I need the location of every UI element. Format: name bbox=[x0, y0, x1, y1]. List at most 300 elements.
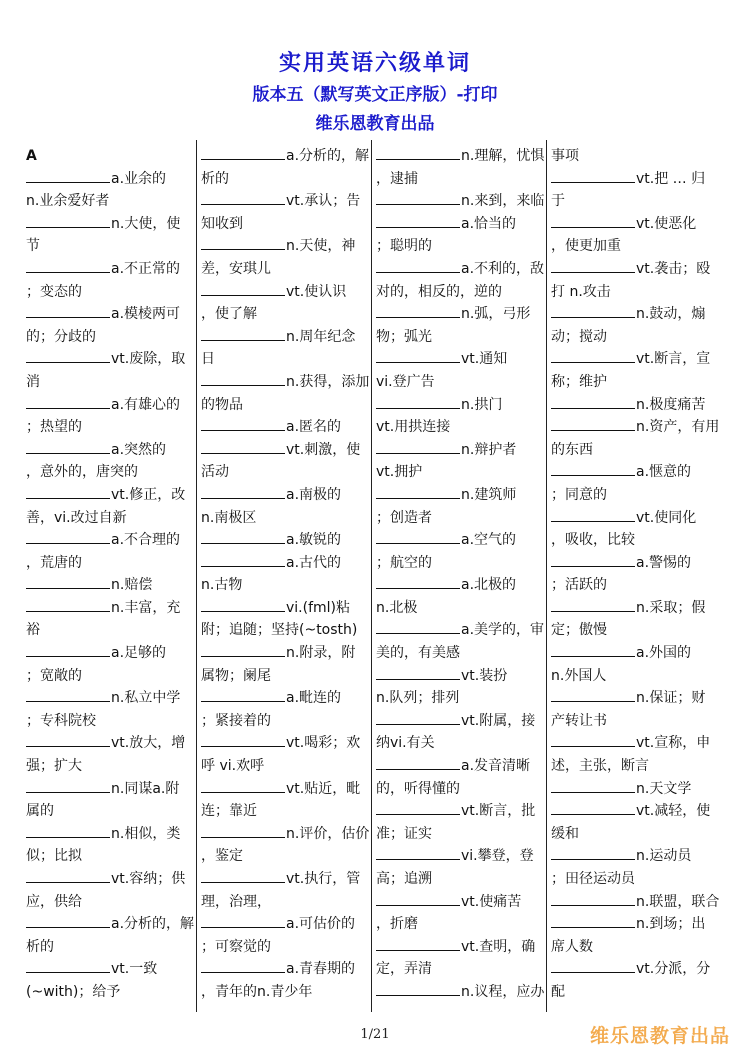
entry-text: n.附录，附 bbox=[286, 645, 356, 662]
entry-text: ；创造者 bbox=[376, 509, 432, 526]
entry-text: n.到场；出 bbox=[636, 916, 706, 933]
entry-text: 应，供给 bbox=[26, 893, 82, 910]
vocab-continuation bbox=[201, 168, 369, 191]
vocab-entry bbox=[376, 484, 544, 507]
answer-blank bbox=[376, 214, 460, 228]
entry-text: ，鉴定 bbox=[201, 848, 243, 865]
answer-blank bbox=[376, 395, 460, 409]
entry-text: vt.废除，取 bbox=[111, 351, 186, 368]
vocab-continuation bbox=[551, 574, 721, 597]
entry-text: vt.贴近，毗 bbox=[286, 780, 361, 797]
vocab-entry bbox=[201, 552, 369, 575]
entry-text: 理，治理， bbox=[201, 893, 271, 910]
vocab-entry bbox=[376, 574, 544, 597]
vocab-entry bbox=[376, 145, 544, 168]
entry-text: 产转让书 bbox=[551, 712, 607, 729]
answer-blank bbox=[551, 688, 635, 702]
document-subtitle: 版本五（默写英文正序版）-打印 bbox=[252, 85, 498, 105]
answer-blank bbox=[376, 846, 460, 860]
vocab-continuation bbox=[26, 235, 194, 258]
answer-blank bbox=[26, 169, 110, 183]
answer-blank bbox=[201, 191, 285, 205]
vocab-continuation bbox=[551, 710, 721, 733]
entry-text: vt.通知 bbox=[461, 351, 508, 368]
vocab-continuation bbox=[376, 235, 544, 258]
vocab-continuation bbox=[201, 981, 369, 1004]
answer-blank bbox=[376, 937, 460, 951]
entry-text: a.突然的 bbox=[111, 441, 167, 458]
vocab-entry bbox=[551, 168, 721, 191]
entry-text: n.丰富，充 bbox=[111, 599, 181, 616]
entry-text: 析的 bbox=[201, 170, 229, 187]
vocab-continuation bbox=[26, 461, 194, 484]
entry-text: vt.断言，批 bbox=[461, 803, 536, 820]
vocab-continuation bbox=[26, 371, 194, 394]
vocab-continuation bbox=[551, 371, 721, 394]
entry-text: 附；追随；坚持(~tosth) bbox=[201, 622, 358, 639]
entry-text: ，使更加重 bbox=[551, 238, 621, 255]
vocab-entry bbox=[26, 484, 194, 507]
vocab-entry bbox=[551, 845, 721, 868]
answer-blank bbox=[201, 417, 285, 431]
entry-text: 对的，相反的，逆的 bbox=[376, 283, 502, 300]
vocab-continuation bbox=[376, 326, 544, 349]
answer-blank bbox=[551, 643, 635, 657]
word-column-3 bbox=[376, 145, 544, 1004]
entry-text: vt.放大，增 bbox=[111, 735, 186, 752]
answer-blank bbox=[201, 598, 285, 612]
vocab-continuation bbox=[201, 348, 369, 371]
vocab-continuation bbox=[26, 190, 194, 213]
entry-text: a.业余的 bbox=[111, 170, 167, 187]
vocab-entry bbox=[201, 823, 369, 846]
answer-blank bbox=[551, 892, 635, 906]
answer-blank bbox=[551, 801, 635, 815]
vocab-continuation bbox=[376, 461, 544, 484]
answer-blank bbox=[376, 756, 460, 770]
entry-text: 的；分歧的 bbox=[26, 328, 96, 345]
vocab-entry bbox=[201, 913, 369, 936]
entry-text: n.资产，有用 bbox=[636, 419, 720, 436]
entry-text: a.敏锐的 bbox=[286, 532, 342, 549]
answer-blank bbox=[26, 869, 110, 883]
entry-text: n.议程，应办 bbox=[461, 983, 544, 1000]
vocab-continuation bbox=[551, 190, 721, 213]
entry-text: a.恰当的 bbox=[461, 215, 517, 232]
answer-blank bbox=[201, 553, 285, 567]
vocab-entry bbox=[551, 597, 721, 620]
answer-blank bbox=[376, 259, 460, 273]
column-divider bbox=[196, 140, 197, 1012]
vocab-entry bbox=[376, 394, 544, 417]
entry-text: a.足够的 bbox=[111, 645, 167, 662]
vocab-continuation bbox=[201, 394, 369, 417]
entry-text: 日 bbox=[201, 351, 215, 368]
entry-text: 高；追溯 bbox=[376, 871, 432, 887]
entry-text: ，荒唐的 bbox=[26, 554, 82, 571]
vocab-continuation bbox=[26, 416, 194, 439]
entry-text: 属物；阑尾 bbox=[201, 667, 271, 684]
vocab-entry bbox=[201, 642, 369, 665]
vocab-entry bbox=[201, 416, 369, 439]
answer-blank bbox=[201, 779, 285, 793]
answer-blank bbox=[376, 620, 460, 634]
vocab-continuation bbox=[201, 891, 369, 914]
entry-text: ；航空的 bbox=[376, 554, 432, 571]
entry-text: 差，安琪儿 bbox=[201, 260, 271, 277]
vocab-entry bbox=[26, 642, 194, 665]
vocab-entry bbox=[551, 800, 721, 823]
vocab-entry bbox=[26, 258, 194, 281]
vocab-entry bbox=[26, 213, 194, 236]
entry-text: n.运动员 bbox=[636, 848, 692, 865]
entry-text: 述，主张，断言 bbox=[551, 758, 649, 775]
vocab-entry bbox=[26, 303, 194, 326]
entry-text: 打 n.攻击 bbox=[551, 283, 611, 300]
answer-blank bbox=[551, 259, 635, 273]
vocab-entry bbox=[376, 891, 544, 914]
vocab-continuation bbox=[201, 665, 369, 688]
entry-text: vt.用拱连接 bbox=[376, 419, 451, 436]
word-column-2 bbox=[201, 145, 369, 1004]
entry-text: n.理解，忧惧 bbox=[461, 148, 544, 164]
vocab-entry bbox=[26, 439, 194, 462]
vocab-entry bbox=[551, 642, 721, 665]
entry-text: n.北极 bbox=[376, 599, 418, 616]
entry-text: n.业余爱好者 bbox=[26, 193, 110, 210]
entry-text: ；专科院校 bbox=[26, 712, 96, 729]
vocab-entry bbox=[551, 552, 721, 575]
entry-text: 似；比拟 bbox=[26, 848, 82, 865]
answer-blank bbox=[201, 824, 285, 838]
vocab-continuation bbox=[376, 281, 544, 304]
vocab-entry bbox=[26, 597, 194, 620]
vocab-entry bbox=[26, 868, 194, 891]
entry-text: A bbox=[26, 148, 37, 164]
entry-text: 属的 bbox=[26, 803, 54, 820]
entry-text: ；同意的 bbox=[551, 486, 607, 503]
entry-text: 物；弧光 bbox=[376, 328, 432, 345]
entry-text: n.大使，使 bbox=[111, 215, 181, 232]
vocab-continuation bbox=[26, 619, 194, 642]
entry-text: 善，vi.改过自新 bbox=[26, 509, 127, 526]
vocab-entry bbox=[551, 732, 721, 755]
letter-heading bbox=[26, 145, 194, 168]
answer-blank bbox=[551, 846, 635, 860]
answer-blank bbox=[201, 327, 285, 341]
entry-text: 的，听得懂的 bbox=[376, 780, 460, 797]
entry-text: ；紧接着的 bbox=[201, 712, 271, 729]
vocab-entry bbox=[26, 778, 194, 801]
watermark-logo: 维乐恩教育出品 bbox=[589, 1025, 730, 1047]
vocab-continuation bbox=[551, 281, 721, 304]
vocab-entry bbox=[376, 213, 544, 236]
answer-blank bbox=[201, 869, 285, 883]
answer-blank bbox=[551, 914, 635, 928]
answer-blank bbox=[551, 169, 635, 183]
vocab-continuation bbox=[551, 145, 721, 168]
vocab-entry bbox=[376, 845, 544, 868]
entry-text: ；聪明的 bbox=[376, 238, 432, 255]
answer-blank bbox=[376, 146, 460, 160]
entry-text: n.评价，估价 bbox=[286, 825, 369, 842]
answer-blank bbox=[376, 711, 460, 725]
answer-blank bbox=[26, 214, 110, 228]
entry-text: (~with)；给予 bbox=[26, 983, 121, 1000]
answer-blank bbox=[26, 395, 110, 409]
vocab-entry bbox=[551, 213, 721, 236]
vocab-entry bbox=[26, 823, 194, 846]
answer-blank bbox=[201, 282, 285, 296]
vocab-entry bbox=[201, 326, 369, 349]
entry-text: n.私立中学 bbox=[111, 690, 181, 707]
answer-blank bbox=[201, 440, 285, 454]
vocab-continuation bbox=[551, 981, 721, 1004]
vocab-entry bbox=[201, 687, 369, 710]
entry-text: vt.拥护 bbox=[376, 464, 423, 481]
vocab-continuation bbox=[376, 371, 544, 394]
vocab-continuation bbox=[26, 800, 194, 823]
vocab-entry bbox=[376, 303, 544, 326]
entry-text: vt.使痛苦 bbox=[461, 893, 522, 910]
vocab-entry bbox=[201, 145, 369, 168]
vocab-entry bbox=[376, 439, 544, 462]
vocab-continuation bbox=[376, 778, 544, 801]
vocab-entry bbox=[376, 529, 544, 552]
vocab-continuation bbox=[201, 800, 369, 823]
answer-blank bbox=[26, 643, 110, 657]
answer-blank bbox=[376, 982, 460, 996]
vocab-continuation bbox=[376, 868, 544, 891]
entry-text: vt.宣称，申 bbox=[636, 735, 711, 752]
answer-blank bbox=[376, 666, 460, 680]
vocab-continuation bbox=[201, 574, 369, 597]
vocab-continuation bbox=[551, 936, 721, 959]
answer-blank bbox=[26, 959, 110, 973]
page-number: 1/21 bbox=[360, 1027, 390, 1042]
vocab-continuation bbox=[26, 981, 194, 1004]
answer-blank bbox=[551, 462, 635, 476]
answer-blank bbox=[376, 349, 460, 363]
entry-text: n.辩护者 bbox=[461, 441, 517, 458]
entry-text: ，青年的n.青少年 bbox=[201, 983, 313, 1000]
entry-text: a.古代的 bbox=[286, 554, 342, 571]
entry-text: vi.(fml)粘 bbox=[286, 599, 351, 616]
vocab-entry bbox=[551, 891, 721, 914]
entry-text: 消 bbox=[26, 373, 40, 390]
vocab-continuation bbox=[551, 665, 721, 688]
vocab-entry bbox=[201, 778, 369, 801]
entry-text: 动；搅动 bbox=[551, 328, 607, 345]
vocab-entry bbox=[201, 868, 369, 891]
entry-text: a.不利的，敌 bbox=[461, 260, 544, 277]
entry-text: 称；维护 bbox=[551, 373, 607, 390]
entry-text: 定，弄清 bbox=[376, 961, 432, 978]
vocab-entry bbox=[551, 303, 721, 326]
answer-blank bbox=[376, 485, 460, 499]
vocab-entry bbox=[26, 687, 194, 710]
entry-text: vt.断言，宣 bbox=[636, 351, 711, 368]
vocab-continuation bbox=[376, 687, 544, 710]
entry-text: ，使了解 bbox=[201, 306, 257, 323]
entry-text: n.保证；财 bbox=[636, 690, 706, 707]
entry-text: n.极度痛苦 bbox=[636, 396, 706, 413]
vocab-continuation bbox=[26, 281, 194, 304]
entry-text: n.外国人 bbox=[551, 667, 607, 684]
vocab-entry bbox=[201, 484, 369, 507]
vocab-continuation bbox=[551, 823, 721, 846]
entry-text: n.天文学 bbox=[636, 780, 692, 797]
entry-text: n.南极区 bbox=[201, 509, 257, 526]
vocab-entry bbox=[201, 371, 369, 394]
vocab-continuation bbox=[201, 507, 369, 530]
vocab-continuation bbox=[376, 913, 544, 936]
entry-text: n.弧，弓形 bbox=[461, 306, 531, 323]
vocab-entry bbox=[376, 755, 544, 778]
vocab-continuation bbox=[201, 303, 369, 326]
vocab-entry bbox=[201, 597, 369, 620]
entry-text: vt.容纳；供 bbox=[111, 871, 186, 887]
entry-text: vt.附属，接 bbox=[461, 712, 536, 729]
entry-text: ，意外的，唐突的 bbox=[26, 464, 138, 481]
vocab-entry bbox=[201, 235, 369, 258]
answer-blank bbox=[26, 824, 110, 838]
answer-blank bbox=[26, 688, 110, 702]
vocab-continuation bbox=[376, 552, 544, 575]
entry-text: ；变态的 bbox=[26, 283, 82, 300]
entry-text: 活动 bbox=[201, 464, 229, 481]
answer-blank bbox=[26, 779, 110, 793]
entry-text: 强；扩大 bbox=[26, 758, 82, 775]
entry-text: vt.装扮 bbox=[461, 667, 508, 684]
answer-blank bbox=[201, 688, 285, 702]
entry-text: 纳vi.有关 bbox=[376, 735, 435, 752]
vocab-continuation bbox=[26, 845, 194, 868]
answer-blank bbox=[201, 959, 285, 973]
entry-text: vt.使认识 bbox=[286, 283, 347, 300]
entry-text: a.警惕的 bbox=[636, 554, 692, 571]
entry-text: ，吸收，比较 bbox=[551, 532, 635, 549]
entry-text: vt.使恶化 bbox=[636, 215, 697, 232]
answer-blank bbox=[201, 485, 285, 499]
answer-blank bbox=[26, 259, 110, 273]
vocab-continuation bbox=[376, 597, 544, 620]
entry-text: 美的，有美感 bbox=[376, 645, 460, 662]
column-divider bbox=[546, 140, 547, 1012]
vocab-entry bbox=[376, 665, 544, 688]
entry-text: 于 bbox=[551, 193, 565, 210]
vocab-entry bbox=[551, 778, 721, 801]
entry-text: n.采取；假 bbox=[636, 599, 706, 616]
vocab-entry bbox=[26, 913, 194, 936]
word-column-1 bbox=[26, 145, 194, 1004]
answer-blank bbox=[376, 191, 460, 205]
entry-text: n.鼓动，煽 bbox=[636, 306, 706, 323]
entry-text: n.来到，来临 bbox=[461, 193, 544, 210]
entry-text: a.外国的 bbox=[636, 645, 692, 662]
entry-text: 的物品 bbox=[201, 396, 243, 413]
entry-text: a.发音清晰 bbox=[461, 758, 531, 775]
vocab-entry bbox=[201, 732, 369, 755]
vocab-entry bbox=[551, 913, 721, 936]
vocab-continuation bbox=[26, 710, 194, 733]
vocab-entry bbox=[551, 258, 721, 281]
entry-text: a.空气的 bbox=[461, 532, 517, 549]
entry-text: a.不正常的 bbox=[111, 260, 181, 277]
entry-text: n.相似，类 bbox=[111, 825, 181, 842]
entry-text: n.天使，神 bbox=[286, 238, 356, 255]
answer-blank bbox=[26, 575, 110, 589]
vocab-entry bbox=[201, 529, 369, 552]
answer-blank bbox=[26, 349, 110, 363]
answer-blank bbox=[26, 914, 110, 928]
vocab-continuation bbox=[201, 461, 369, 484]
entry-text: n.队列；排列 bbox=[376, 690, 460, 707]
entry-text: a.可估价的 bbox=[286, 916, 356, 933]
vocab-continuation bbox=[26, 936, 194, 959]
vocab-entry bbox=[551, 958, 721, 981]
answer-blank bbox=[551, 733, 635, 747]
entry-text: vt.把 … 归 bbox=[636, 170, 706, 187]
entry-text: ；宽敞的 bbox=[26, 667, 82, 684]
entry-text: vt.刺激，使 bbox=[286, 441, 361, 458]
entry-text: a.匿名的 bbox=[286, 419, 342, 436]
answer-blank bbox=[26, 440, 110, 454]
vocab-entry bbox=[26, 394, 194, 417]
answer-blank bbox=[551, 417, 635, 431]
vocab-continuation bbox=[551, 868, 721, 891]
column-divider bbox=[371, 140, 372, 1012]
entry-text: a.分析的，解 bbox=[286, 148, 369, 164]
vocab-continuation bbox=[201, 710, 369, 733]
entry-text: vt.分派，分 bbox=[636, 961, 711, 978]
entry-text: ；活跃的 bbox=[551, 577, 607, 594]
vocab-entry bbox=[201, 190, 369, 213]
answer-blank bbox=[201, 236, 285, 250]
vocab-continuation bbox=[551, 484, 721, 507]
entry-text: a.青春期的 bbox=[286, 961, 356, 978]
entry-text: 的东西 bbox=[551, 441, 593, 458]
vocab-continuation bbox=[551, 619, 721, 642]
entry-text: vt.减轻，使 bbox=[636, 803, 711, 820]
vocab-continuation bbox=[26, 507, 194, 530]
vocab-entry bbox=[201, 439, 369, 462]
vocab-continuation bbox=[376, 642, 544, 665]
entry-text: 连；靠近 bbox=[201, 803, 257, 820]
answer-blank bbox=[376, 801, 460, 815]
vocab-continuation bbox=[376, 732, 544, 755]
entry-text: vt.执行，管 bbox=[286, 871, 361, 887]
vocab-continuation bbox=[376, 416, 544, 439]
answer-blank bbox=[201, 372, 285, 386]
entry-text: a.不合理的 bbox=[111, 532, 181, 549]
answer-blank bbox=[376, 892, 460, 906]
entry-text: 知收到 bbox=[201, 215, 243, 232]
vocab-continuation bbox=[26, 552, 194, 575]
entry-text: 裕 bbox=[26, 622, 40, 639]
entry-text: n.拱门 bbox=[461, 396, 503, 413]
answer-blank bbox=[551, 959, 635, 973]
entry-text: 准；证实 bbox=[376, 825, 432, 842]
answer-blank bbox=[26, 485, 110, 499]
entry-text: 席人数 bbox=[551, 938, 593, 955]
answer-blank bbox=[551, 349, 635, 363]
vocab-continuation bbox=[376, 507, 544, 530]
entry-text: a.分析的，解 bbox=[111, 916, 194, 933]
answer-blank bbox=[376, 304, 460, 318]
vocab-continuation bbox=[551, 235, 721, 258]
answer-blank bbox=[26, 598, 110, 612]
